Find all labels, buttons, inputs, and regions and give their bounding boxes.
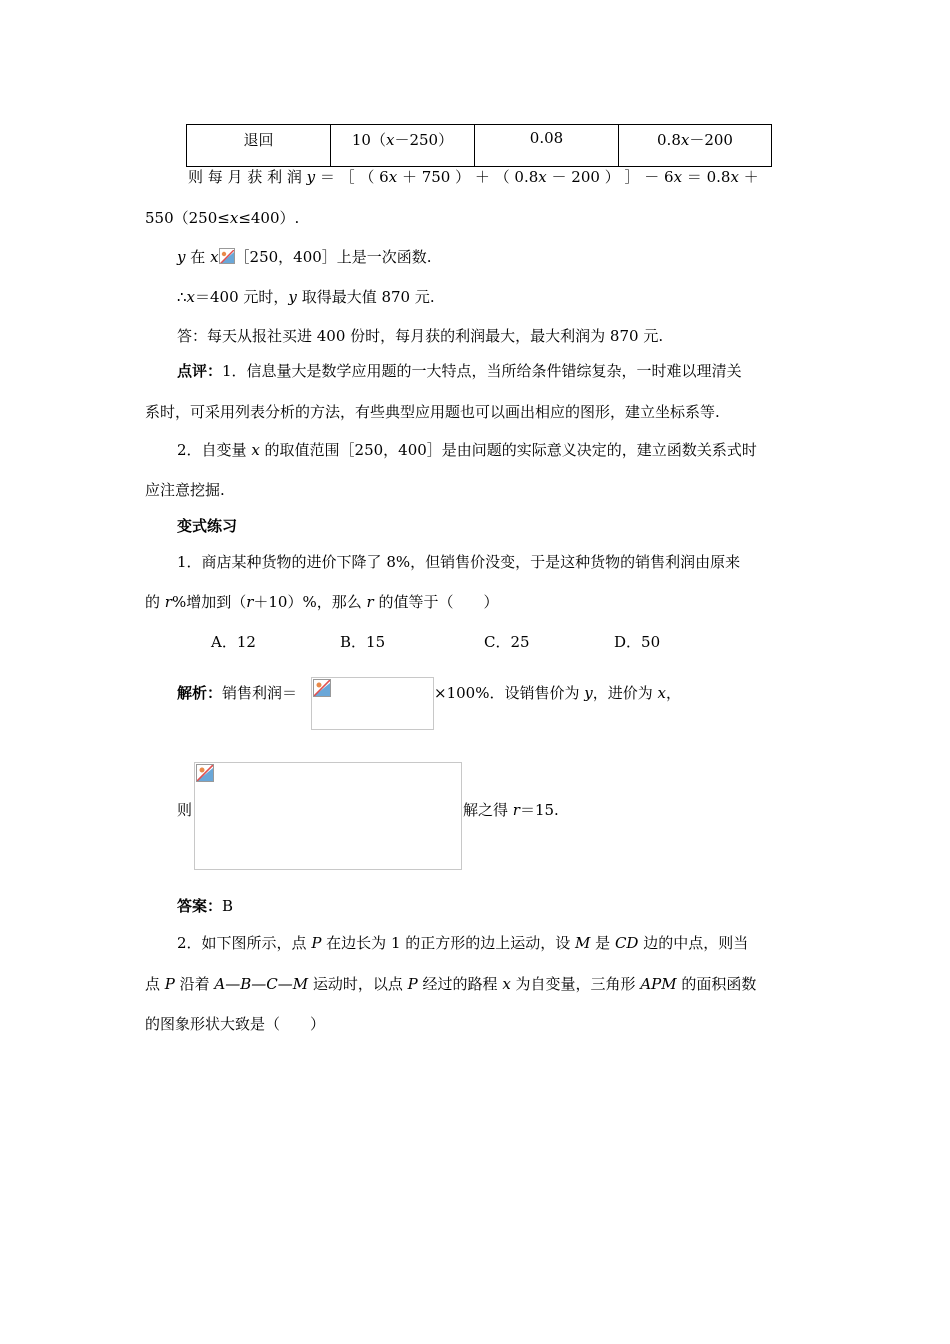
exercise-heading: 变式练习 [177, 517, 238, 535]
option-b: B．15 [340, 633, 386, 651]
comment-line3: 2．自变量 x 的取值范围［250，400］是由问题的实际意义决定的，建立函数关系式时 [177, 441, 757, 459]
linear-function-note: y 在 x ［250，400］上是一次函数. [177, 248, 432, 266]
profit-formula-line2: 550（250≤x≤400）. [145, 209, 300, 227]
question2-line3: 的图象形状大致是（ ） [145, 1015, 326, 1033]
option-d: D．50 [614, 633, 661, 651]
table-cell: 10（x－250） [331, 125, 475, 167]
comment-line2: 系时，可采用列表分析的方法，有些典型应用题也可以画出相应的图形，建立坐标系等. [145, 403, 720, 421]
data-table [186, 124, 772, 167]
question2-line1: 2．如下图所示，点 P 在边长为 1 的正方形的边上运动，设 M 是 CD 边的中点，则当 [177, 934, 749, 952]
comment-line1: 点评：1．信息量大是数学应用题的一大特点，当所给条件错综复杂，一时难以理清关 [177, 362, 742, 380]
max-value-line: ∴x＝400 元时，y 取得最大值 870 元. [177, 288, 435, 306]
comment-line4: 应注意挖掘. [145, 481, 225, 499]
answer-b-line: 答案：B [177, 897, 234, 915]
formula-image-placeholder [311, 677, 434, 730]
table-cell: 退回 [187, 125, 331, 167]
solve-result: 解之得 r＝15. [463, 801, 559, 819]
table-cell: 0.08 [475, 125, 619, 167]
then-label: 则 [177, 801, 193, 819]
question2-line2: 点 P 沿着 A—B—C—M 运动时，以点 P 经过的路程 x 为自变量，三角形 APM 的面积函数 [145, 975, 757, 993]
answer-line: 答：每天从报社买进 400 份时，每月获的利润最大，最大利润为 870 元. [177, 327, 664, 345]
profit-formula-line1: 则 每 月 获 利 润 y ＝ ［ （ 6x ＋ 750 ） ＋ （ 0.8x － 200 ） ］ － 6x ＝ 0.8x ＋ [188, 168, 759, 186]
table-row [187, 125, 772, 167]
option-c: C．25 [484, 633, 530, 651]
solution-label-line: 解析：销售利润＝ [177, 684, 298, 702]
table-cell: 0.8x－200 [619, 125, 772, 167]
broken-image-icon [219, 248, 235, 264]
broken-image-icon [196, 764, 214, 782]
equation-image-placeholder [194, 762, 462, 870]
question1-line1: 1．商店某种货物的进价下降了 8%，但销售价没变，于是这种货物的销售利润由原来 [177, 553, 741, 571]
solution-line-rest: ×100%．设销售价为 y，进价为 x， [434, 684, 681, 702]
option-a: A．12 [211, 633, 256, 651]
broken-image-icon [313, 679, 331, 697]
question1-line2: 的 r%增加到（r＋10）%，那么 r 的值等于（ ） [145, 593, 499, 611]
